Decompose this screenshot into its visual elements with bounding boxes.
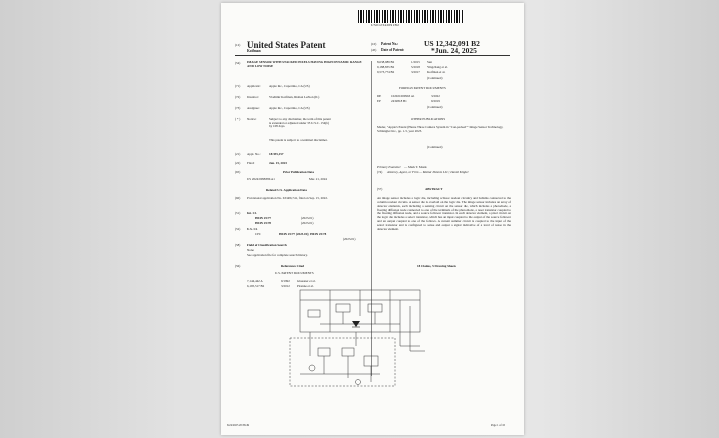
prior-publication-date: Mar. 21, 2024	[309, 177, 327, 181]
barcode-number: US012342091B2	[371, 23, 400, 27]
abstract-code: (57)	[377, 187, 383, 191]
foreign-date: 9/2019	[431, 99, 440, 103]
ref-name: Pirenne et al.	[297, 284, 314, 288]
ref-date: 1/2015	[411, 60, 420, 64]
attorney-code: (74)	[377, 170, 383, 174]
intcl-code-1: H04N 25/77	[255, 216, 272, 220]
examiner: — Mark T. Monk	[404, 165, 427, 169]
ref-name: Yingchang et al.	[427, 65, 448, 69]
abstract-text: An image sensor includes a logic die, including sclissor readout circuitry and ballams connected to the column readout circuits. A sensor die is overlaid on the logic die. The image sensor includes an array of detector elements, each including a sensing circuit on the sensor die, which includes a photodiode, a floating diffusion node connected to one of the terminals of the photodiode, a reset transistor coupled to the floating diffusion node, and a source follower transistor. In each detector element, a pixel circuit on the logic die includes a select transistor, which has an input coupled to the output of the source follower and an output coupled to one of the follows. A current summer circuit is coupled to the input of the select transistor and is configured to sense and output a signal indicative of a level of noise in the detector element.	[377, 196, 511, 231]
ref-number: 8,638,989 B2	[377, 60, 395, 64]
foreign-number: 2432818 B1	[391, 99, 407, 103]
filed-label: Filed:	[247, 161, 255, 165]
intcl-date-1: (2023.01)	[301, 216, 314, 220]
abstract-heading: ABSTRACT	[425, 187, 443, 191]
filed-date: Jun. 15, 2023	[269, 161, 287, 165]
ref-name: Gluesner et al.	[297, 279, 316, 283]
intcl-code: (51)	[235, 211, 241, 215]
field-none: None	[247, 248, 254, 252]
ref-date: 9/1992	[281, 279, 290, 283]
related-code: (60)	[235, 196, 241, 200]
ref-number: 9,188,835 B2	[377, 65, 395, 69]
inventor-label: Inventor:	[247, 95, 259, 99]
header-inventor: Koifman	[247, 49, 261, 53]
prior-code: (65)	[235, 170, 241, 174]
uscl-code: (52)	[235, 227, 241, 231]
intcl-date-2: (2023.01)	[301, 221, 314, 225]
notice-code: ( * )	[235, 117, 241, 121]
patent-number: US 12,342,091 B2	[424, 39, 480, 48]
uscl-cpc: CPC	[255, 232, 262, 236]
prior-heading: Prior Publication Data	[283, 170, 314, 174]
foreign-heading: FOREIGN PATENT DOCUMENTS	[399, 86, 446, 90]
title-code: (54)	[235, 61, 241, 65]
foreign-number: 102021000963 A1	[391, 94, 415, 98]
field-code: (58)	[235, 243, 241, 247]
footer-page-number: Page 1 of 10	[491, 424, 506, 427]
patent-page	[221, 3, 524, 435]
intcl-label: Int. Cl.	[247, 211, 257, 215]
applicant: Apple Inc., Cupertino, CA (US)	[269, 84, 310, 88]
refs-subheading: U.S. PATENT DOCUMENTS	[275, 271, 314, 275]
ref-number: 7,144,442 A	[247, 279, 263, 283]
filed-code: (22)	[235, 161, 241, 165]
ref-date: 5/2018	[411, 65, 420, 69]
uscl-text: H04N 25/77 (2023.01); H04N 25/78	[279, 232, 327, 236]
logic-die-box	[290, 338, 395, 386]
circuit-drawing	[260, 286, 431, 392]
ref-name: Koifman et al.	[427, 70, 446, 74]
uscl-date: (2023.01)	[343, 237, 356, 241]
applicant-code: (71)	[235, 84, 241, 88]
header-rule	[235, 55, 510, 56]
patent-no-label: Patent No.:	[381, 42, 399, 46]
header-title: United States Patent	[247, 40, 326, 50]
intcl-code-2: H04N 25/78	[255, 221, 272, 225]
assignee-label: Assignee:	[247, 106, 260, 110]
date-code: (45)	[371, 48, 377, 52]
date-label: Date of Patent:	[381, 48, 405, 52]
ref-date: 3/2017	[411, 70, 420, 74]
field-heading: Field of Classification Search	[247, 243, 287, 247]
footer-timestamp: 6/24/2025 20:36:49	[227, 424, 249, 427]
notice-text: Subject to any disclaimer, the term of this patent is extended or adjusted under 35 U.S.C. 154(b) by 108 days.	[269, 117, 331, 129]
patent-no-code: (10)	[371, 42, 377, 46]
continued-3: (Continued)	[427, 145, 443, 149]
foreign-date: 3/2022	[431, 94, 440, 98]
foreign-cc: EP	[377, 99, 381, 103]
inventor: Vladimir Koifman, Rishon LeZion (IL)	[269, 95, 320, 99]
continued-1: (Continued)	[427, 76, 443, 80]
refs-heading: References Cited	[281, 264, 305, 268]
continued-2: (Continued)	[427, 105, 443, 109]
appl-label: Appl. No.:	[247, 152, 261, 156]
barcode	[358, 10, 464, 23]
related-heading: Related U.S. Application Data	[266, 188, 307, 192]
ref-number: 9,573,774 B2	[377, 70, 395, 74]
appl-code: (21)	[235, 152, 241, 156]
refs-code: (56)	[235, 264, 241, 268]
other-heading: OTHER PUBLICATIONS	[411, 117, 446, 121]
patent-date: *Jun. 24, 2025	[431, 46, 477, 55]
ref-name: Sun	[427, 60, 432, 64]
inventor-code: (72)	[235, 95, 241, 99]
patent-title: IMAGE SENSOR WITH STACKED PIXELS HAVING HIGH DYNAMIC RANGE AND LOW NOISE	[247, 60, 362, 68]
assignee: Apple Inc., Cupertino, CA (US)	[269, 106, 310, 110]
claims-count: 18 Claims, 5 Drawing Sheets	[417, 264, 456, 268]
header-left-code: (12)	[235, 43, 241, 47]
ref-date: 3/2012	[281, 284, 290, 288]
field-text: See application file for complete search history.	[247, 253, 308, 257]
notice-label: Notice:	[247, 117, 257, 121]
related-text: Provisional application No. 63/406,741, filed on Sep. 15, 2022.	[247, 196, 328, 200]
prior-publication: US 2024/0098386 A1	[247, 177, 275, 181]
foreign-cc: DE	[377, 94, 382, 98]
examiner-label: Primary Examiner	[377, 165, 401, 169]
notice-text-2: This patent is subject to a terminal disclaimer.	[269, 138, 328, 142]
applicant-label: Applicant:	[247, 84, 261, 88]
ref-number: 6,195,517 B2	[247, 284, 265, 288]
appl-number: 18/355,157	[269, 152, 284, 156]
uscl-label: U.S. Cl.	[247, 227, 258, 231]
attorney: Attorney, Agent, or Firm — Mattar Patents LLC; Daniel Kligler	[387, 170, 469, 174]
other-publication: Mader, "Apple's Patent (Phone Three Camera System in "Con-packed"" Image Sensor Technology, Schlangler Inc., pp. 1-5, year 2023.	[377, 125, 504, 133]
assignee-code: (73)	[235, 106, 241, 110]
